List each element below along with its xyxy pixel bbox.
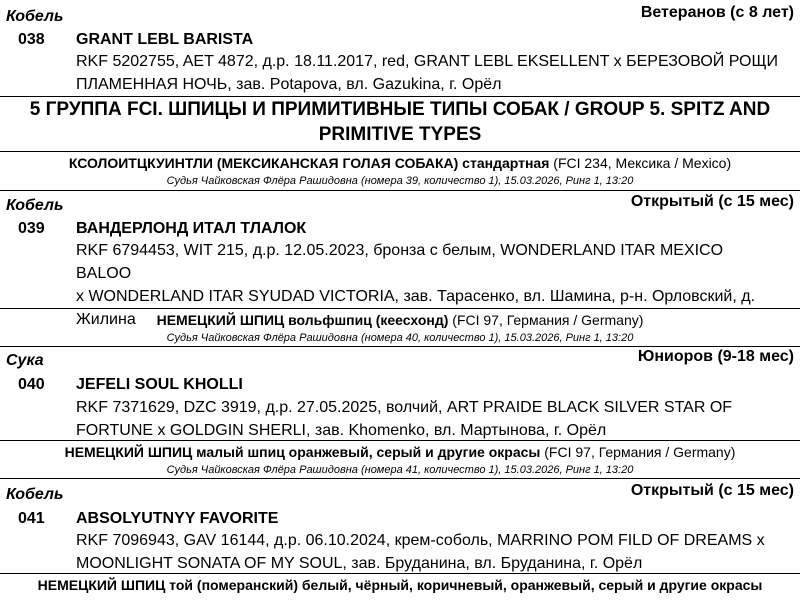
details-line: RKF 7096943, GAV 16144, д.р. 06.10.2024, крем-соболь, MARRINO POM FILD OF DREAMS x: [76, 532, 765, 549]
dog-details: [76, 529, 780, 575]
details-line: x WONDERLAND ITAR SYUDAD VICTORIA, зав. Тарасенко, вл. Шамина, р-н. Орловский, д.: [76, 288, 756, 305]
dog-name: ABSOLYUTNYY FAVORITE: [76, 510, 279, 527]
dog-details: [76, 396, 780, 442]
entry-sex: Кобель: [6, 486, 64, 503]
details-line: RKF 6794453, WIT 215, д.р. 12.05.2023, бронза с белым, WONDERLAND ITAR MEXICO BALOO: [76, 242, 724, 282]
breed-name: НЕМЕЦКИЙ ШПИЦ вольфшпиц (кеесхонд): [156, 312, 449, 328]
entry-sex: Кобель: [6, 8, 64, 25]
entry-number: 038: [18, 31, 45, 48]
entry-class: Открытый (с 15 мес): [630, 193, 794, 210]
group-title-line: PRIMITIVE TYPES: [318, 124, 482, 145]
divider: [0, 151, 800, 152]
entry-class: Юниоров (9-18 мес): [637, 348, 794, 365]
divider: [0, 573, 800, 574]
entry-sex: Кобель: [6, 197, 64, 214]
judge-info: Судья Чайковская Флёра Рашидовна (номера 40, количество 1), 15.03.2026, Ринг 1, 13:20: [166, 332, 634, 344]
details-line: FORTUNE x GOLDGIN SHERLI, зав. Khomenko, вл. Мартынова, г. Орёл: [76, 422, 607, 439]
breed-info: (FCI 97, Германия / Germany): [452, 312, 644, 328]
dog-details: [76, 50, 780, 96]
details-line: Жилина: [76, 311, 136, 328]
dog-name: ВАНДЕРЛОНД ИТАЛ ТЛАЛОК: [76, 220, 307, 237]
divider: [0, 308, 800, 309]
dog-name: JEFELI SOUL KHOLLI: [76, 376, 243, 393]
breed-name: НЕМЕЦКИЙ ШПИЦ той (померанский) белый, чёрный, коричневый, оранжевый, серый и другие окрасы: [37, 577, 763, 593]
divider: [0, 440, 800, 441]
group-title-line: 5 ГРУППА FCI. ШПИЦЫ И ПРИМИТИВНЫЕ ТИПЫ СОБАК / GROUP 5. SPITZ AND: [29, 99, 771, 120]
entry-number: 041: [18, 510, 45, 527]
breed-title: [0, 577, 800, 593]
breed-info: (FCI 97, Германия / Germany): [544, 444, 736, 460]
entry-sex: Сука: [6, 352, 44, 369]
divider: [0, 190, 800, 191]
entry-class: Открытый (с 15 мес): [630, 482, 794, 499]
details-line: RKF 5202755, AET 4872, д.р. 18.11.2017, red, GRANT LEBL EKSELLENT x БЕРЕЗОВОЙ РОЩИ: [76, 53, 778, 70]
breed-name: НЕМЕЦКИЙ ШПИЦ малый шпиц оранжевый, серый и другие окрасы: [64, 444, 541, 460]
judge-info: Судья Чайковская Флёра Рашидовна (номера 39, количество 1), 15.03.2026, Ринг 1, 13:20: [166, 175, 634, 187]
breed-title: [0, 444, 800, 460]
details-line: ПЛАМЕННАЯ НОЧЬ, зав. Potapova, вл. Gazukina, г. Орёл: [76, 76, 502, 93]
divider: [0, 478, 800, 479]
entry-number: 040: [18, 376, 45, 393]
entry-class: Ветеранов (с 8 лет): [640, 4, 794, 21]
breed-title: [0, 312, 800, 328]
details-line: MOONLIGHT SONATA OF MY SOUL, зав. Бруданина, вл. Бруданина, г. Орёл: [76, 555, 643, 572]
dog-name: GRANT LEBL BARISTA: [76, 31, 254, 48]
details-line: RKF 7371629, DZC 3919, д.р. 27.05.2025, волчий, ART PRAIDE BLACK SILVER STAR OF: [76, 399, 733, 416]
divider: [0, 346, 800, 347]
breed-title: [0, 155, 800, 171]
breed-info: (FCI 234, Мексика / Mexico): [553, 155, 732, 171]
judge-info: Судья Чайковская Флёра Рашидовна (номера 41, количество 1), 15.03.2026, Ринг 1, 13:20: [166, 464, 634, 476]
breed-name: КСОЛОИТЦКУИНТЛИ (МЕКСИКАНСКАЯ ГОЛАЯ СОБАКА) стандартная: [68, 155, 550, 171]
group-title: [0, 97, 800, 147]
entry-number: 039: [18, 220, 45, 237]
